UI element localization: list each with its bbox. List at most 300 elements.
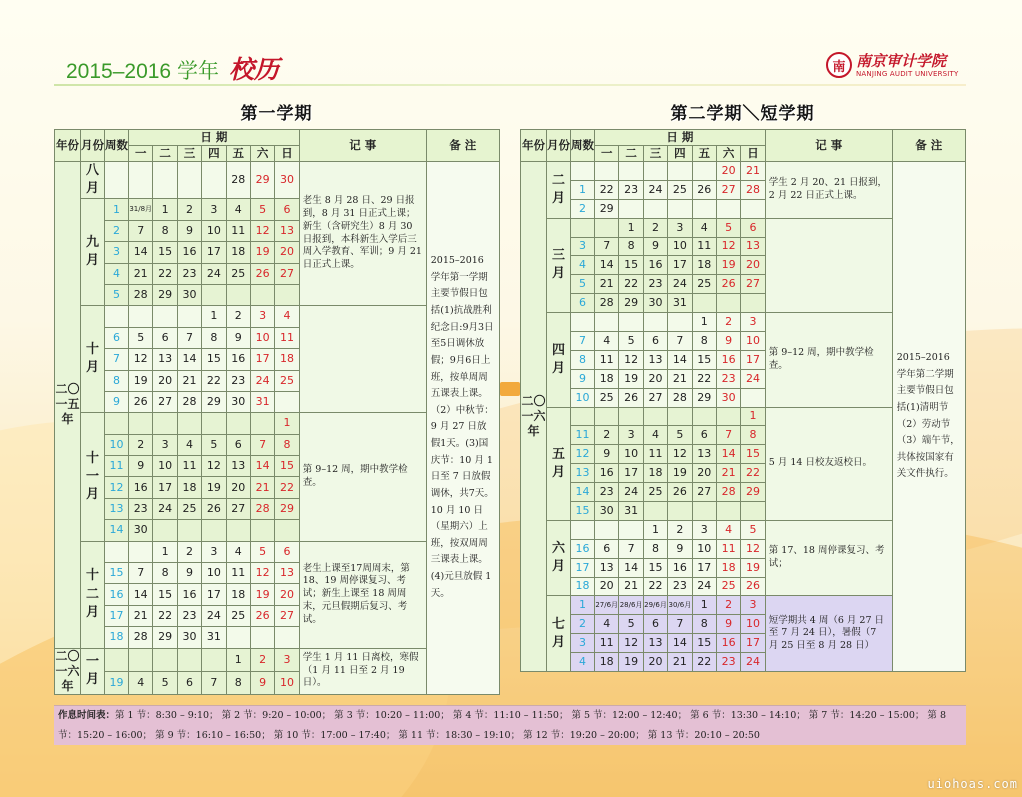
date-cell: 13 [153,349,177,370]
date-cell: 23 [643,275,667,294]
date-cell [202,520,226,541]
header-divider [54,84,966,86]
date-cell: 9 [716,332,740,351]
date-cell [226,284,250,305]
date-cell: 21 [741,162,765,181]
date-cell [692,502,716,521]
date-cell: 4 [177,434,201,455]
week-number-cell: 2 [571,199,595,218]
date-cell [202,162,226,199]
date-cell: 26 [668,483,692,502]
date-cell: 13 [226,456,250,477]
date-cell [716,407,740,426]
date-cell: 1 [692,313,716,332]
date-cell: 14 [668,350,692,369]
week-number-cell [105,413,129,434]
date-cell: 10 [668,237,692,256]
month-cell: 八月 [81,162,105,199]
date-cell: 11 [643,445,667,464]
date-cell: 27 [275,263,299,284]
date-cell [668,502,692,521]
year-label: 2015–2016 学年 [66,60,219,83]
date-cell: 1 [692,596,716,615]
date-cell: 19 [619,369,643,388]
year-cell: 二〇一六年 [521,162,547,672]
week-number-cell: 17 [571,558,595,577]
weekday-header: 五 [226,146,250,162]
date-cell: 4 [129,671,153,694]
date-header: 日 期 [595,130,766,146]
date-cell: 17 [741,350,765,369]
date-cell: 7 [177,327,201,348]
date-cell: 20 [692,464,716,483]
week-number-cell: 2 [571,615,595,634]
week-number-cell: 10 [105,434,129,455]
week-number-cell: 12 [571,445,595,464]
date-cell: 3 [202,541,226,562]
week-number-cell: 9 [105,391,129,412]
logo-chinese: 南京审计学院 [856,52,947,70]
month-cell: 九月 [81,199,105,306]
date-cell [275,520,299,541]
event-note: 短学期共 4 周（6 月 27 日至 7 月 24 日），暑假（7 月 25 日至 8 月 28 日） [765,596,892,672]
month-cell: 五月 [547,407,571,520]
date-cell [275,627,299,648]
date-cell: 15 [692,350,716,369]
date-cell: 15 [619,256,643,275]
date-cell [177,413,201,434]
date-cell: 9 [595,445,619,464]
date-cell: 25 [275,370,299,391]
week-number-cell: 6 [571,294,595,313]
table-row [521,162,966,181]
date-cell: 15 [643,558,667,577]
month-cell: 十月 [81,306,105,413]
date-cell: 9 [668,539,692,558]
week-number-cell [571,313,595,332]
date-cell [619,520,643,539]
date-cell: 22 [153,263,177,284]
date-cell: 14 [129,242,153,263]
date-cell: 1 [275,413,299,434]
date-cell [129,162,153,199]
date-cell: 30 [177,284,201,305]
date-cell: 13 [643,350,667,369]
date-cell: 22 [692,369,716,388]
date-cell: 24 [202,263,226,284]
week-number-cell [105,648,129,671]
date-cell: 24 [153,498,177,519]
date-cell: 5 [716,218,740,237]
date-cell: 28/6月 [619,596,643,615]
date-cell: 30/6月 [668,596,692,615]
date-cell: 19 [250,242,274,263]
date-cell: 1 [226,648,250,671]
date-cell: 18 [692,256,716,275]
date-cell: 11 [275,327,299,348]
month-cell: 二月 [547,162,571,219]
week-number-cell: 5 [105,284,129,305]
date-cell: 26 [692,180,716,199]
month-cell: 十二月 [81,541,105,648]
date-cell: 8 [692,332,716,351]
date-cell: 18 [177,477,201,498]
date-cell: 22 [619,275,643,294]
date-cell: 2 [668,520,692,539]
week-header: 周数 [105,130,129,162]
date-cell: 6 [741,218,765,237]
date-cell: 10 [250,327,274,348]
semester1-calendar [54,129,500,695]
date-cell [177,306,201,327]
date-cell: 27 [275,605,299,626]
date-cell: 28 [226,162,250,199]
date-cell: 8 [202,327,226,348]
week-number-cell: 3 [571,237,595,256]
date-cell: 6 [153,327,177,348]
date-cell: 31 [668,294,692,313]
date-cell: 22 [202,370,226,391]
date-cell: 29 [595,199,619,218]
date-cell: 12 [741,539,765,558]
date-cell: 23 [595,483,619,502]
date-cell: 7 [250,434,274,455]
date-cell: 4 [716,520,740,539]
date-cell: 8 [619,237,643,256]
date-cell: 17 [668,256,692,275]
date-cell: 9 [129,456,153,477]
event-note: 第 9–12 周，期中教学检查。 [765,313,892,407]
week-number-cell [105,306,129,327]
date-cell: 18 [226,584,250,605]
weekday-header: 五 [692,146,716,162]
date-cell: 12 [668,445,692,464]
date-cell: 25 [716,577,740,596]
date-cell: 4 [595,332,619,351]
date-cell: 27 [153,391,177,412]
date-cell: 20 [741,256,765,275]
date-cell: 21 [668,369,692,388]
date-cell: 26 [250,263,274,284]
date-cell [202,284,226,305]
week-number-cell: 1 [571,596,595,615]
date-cell: 14 [716,445,740,464]
date-cell: 6 [692,426,716,445]
date-cell: 18 [226,242,250,263]
week-number-cell: 17 [105,605,129,626]
month-cell: 三月 [547,218,571,312]
date-cell: 25 [692,275,716,294]
date-cell: 6 [275,541,299,562]
year-header: 年份 [521,130,547,162]
date-cell: 20 [595,577,619,596]
date-cell: 12 [619,350,643,369]
week-number-cell [105,541,129,562]
week-number-cell: 4 [571,653,595,672]
date-cell: 1 [153,199,177,220]
date-cell: 6 [226,434,250,455]
date-cell: 19 [250,584,274,605]
date-cell [129,413,153,434]
week-number-cell: 14 [571,483,595,502]
week-number-cell [105,162,129,199]
date-cell: 25 [226,605,250,626]
weekday-header: 三 [177,146,201,162]
holiday-notes: 2015–2016 学年第一学期主要节假日包括(1)抗战胜利纪念日:9月3日至5日调休放假；9月6日上班，按单周周五课表上课。（2）中秋节：9 月 27 日放假1天。(3)国庆节：10 月 1 日至 7 日放假调休，共7天。10 月 10 日（星期六）上班，按双周周三课表上课。(4)元旦放假 1 天。 [426,162,499,695]
date-cell [153,413,177,434]
date-cell: 2 [250,648,274,671]
date-cell: 13 [595,558,619,577]
calendar-label: 校历 [228,55,279,84]
watermark: uiohoas.com [927,777,1018,791]
date-cell: 19 [668,464,692,483]
date-cell [595,407,619,426]
holiday-notes: 2015–2016 学年第二学期主要节假日包括(1)清明节（2）劳动节（3）端午节，共体按国家有关文件执行。 [892,162,965,672]
date-cell: 16 [177,584,201,605]
date-cell [177,162,201,199]
date-cell: 20 [643,653,667,672]
week-number-cell [571,520,595,539]
date-cell: 25 [643,483,667,502]
date-cell: 14 [619,558,643,577]
date-cell: 7 [129,563,153,584]
event-note: 第 17、18 周停课复习、考试； [765,520,892,596]
date-cell: 2 [595,426,619,445]
date-cell: 16 [226,349,250,370]
date-cell [716,294,740,313]
date-cell: 5 [250,199,274,220]
event-note [299,306,426,413]
weekday-header: 二 [153,146,177,162]
date-cell [619,199,643,218]
date-cell [226,520,250,541]
date-cell: 30 [595,502,619,521]
date-cell: 27 [643,388,667,407]
date-cell [129,541,153,562]
date-cell: 11 [226,563,250,584]
date-cell: 30 [177,627,201,648]
date-cell [741,199,765,218]
university-logo [826,50,966,82]
date-cell: 16 [177,242,201,263]
date-cell: 4 [226,541,250,562]
date-cell [595,218,619,237]
date-cell: 13 [275,563,299,584]
week-number-cell [571,218,595,237]
event-note: 老生上课至17周周末，第 18、19 周停课复习、考试；新生上课至 18 周周末，元旦假期后复习、考试。 [299,541,426,648]
weekday-header: 一 [595,146,619,162]
date-cell: 7 [202,671,226,694]
date-cell: 16 [716,350,740,369]
date-cell: 30 [226,391,250,412]
weekday-header: 日 [275,146,299,162]
date-cell: 16 [716,634,740,653]
date-cell: 23 [226,370,250,391]
date-cell: 3 [741,313,765,332]
date-cell: 25 [668,180,692,199]
week-number-cell: 2 [105,220,129,241]
week-number-cell: 16 [105,584,129,605]
date-cell: 24 [741,653,765,672]
date-cell: 1 [153,541,177,562]
date-cell: 7 [595,237,619,256]
date-cell: 31 [202,627,226,648]
date-cell: 23 [177,263,201,284]
date-cell: 11 [716,539,740,558]
date-cell: 17 [692,558,716,577]
date-cell: 8 [692,615,716,634]
date-cell [275,284,299,305]
date-cell: 2 [716,313,740,332]
date-cell: 8 [275,434,299,455]
date-cell [619,162,643,181]
week-number-cell: 6 [105,327,129,348]
date-cell: 10 [692,539,716,558]
date-cell: 9 [716,615,740,634]
date-cell: 17 [153,477,177,498]
event-note [765,218,892,312]
logo-english: NANJING AUDIT UNIVERSITY [856,70,959,78]
date-cell: 4 [226,199,250,220]
date-cell: 2 [177,541,201,562]
week-number-cell: 11 [105,456,129,477]
date-cell [202,413,226,434]
date-cell: 17 [741,634,765,653]
date-cell [668,199,692,218]
week-number-cell: 3 [105,242,129,263]
date-cell: 30 [129,520,153,541]
date-cell: 17 [619,464,643,483]
date-cell: 29 [250,162,274,199]
date-cell: 25 [595,388,619,407]
event-note: 第 9–12 周，期中教学检查。 [299,413,426,541]
date-cell: 29 [741,483,765,502]
date-cell: 1 [202,306,226,327]
date-cell: 15 [692,634,716,653]
date-cell: 5 [202,434,226,455]
date-cell: 9 [250,671,274,694]
date-cell: 25 [226,263,250,284]
date-cell [643,502,667,521]
date-cell: 24 [692,577,716,596]
date-cell: 11 [692,237,716,256]
date-cell: 11 [595,350,619,369]
date-cell: 16 [643,256,667,275]
week-header: 周数 [571,130,595,162]
date-cell: 26 [716,275,740,294]
date-cell [226,413,250,434]
date-cell: 28 [129,627,153,648]
date-cell: 24 [668,275,692,294]
date-cell [226,627,250,648]
date-cell: 4 [692,218,716,237]
week-number-cell [571,407,595,426]
week-number-cell: 13 [105,498,129,519]
date-cell: 29 [153,284,177,305]
date-cell: 22 [692,653,716,672]
week-number-cell: 19 [105,671,129,694]
date-cell: 3 [275,648,299,671]
date-cell: 31 [250,391,274,412]
week-number-cell: 11 [571,426,595,445]
divider-tab [500,382,520,396]
date-cell: 15 [202,349,226,370]
month-cell: 七月 [547,596,571,672]
date-cell: 5 [619,332,643,351]
notes-header: 备 注 [426,130,499,162]
date-cell: 28 [177,391,201,412]
date-cell: 12 [250,220,274,241]
date-cell: 21 [619,577,643,596]
date-cell: 12 [250,563,274,584]
date-cell: 5 [153,671,177,694]
date-cell: 29/6月 [643,596,667,615]
date-cell: 12 [716,237,740,256]
date-cell [741,388,765,407]
date-cell: 19 [741,558,765,577]
date-cell: 10 [741,615,765,634]
date-cell: 28 [129,284,153,305]
schedule-label: 作息时间表： [58,710,116,721]
date-cell: 3 [153,434,177,455]
date-cell: 1 [741,407,765,426]
date-cell: 10 [153,456,177,477]
date-cell: 9 [643,237,667,256]
date-cell [177,648,201,671]
month-cell: 十一月 [81,413,105,541]
weekday-header: 一 [129,146,153,162]
date-cell: 26 [129,391,153,412]
date-cell: 1 [643,520,667,539]
date-cell: 22 [275,477,299,498]
date-cell: 3 [668,218,692,237]
date-cell: 12 [619,634,643,653]
event-note: 学生 2 月 20、21 日报到，2 月 22 日正式上课。 [765,162,892,219]
date-cell: 5 [129,327,153,348]
date-cell: 21 [668,653,692,672]
date-cell: 21 [177,370,201,391]
date-cell: 9 [177,563,201,584]
date-cell: 21 [129,605,153,626]
date-cell: 12 [129,349,153,370]
date-cell: 11 [177,456,201,477]
date-cell: 18 [643,464,667,483]
date-cell: 29 [202,391,226,412]
date-cell: 21 [129,263,153,284]
date-cell: 27 [716,180,740,199]
schedule-footer [54,705,966,745]
date-cell: 3 [619,426,643,445]
weekday-header: 六 [250,146,274,162]
events-header: 记 事 [765,130,892,162]
year-cell: 二〇一六年 [55,648,80,693]
date-cell: 17 [250,349,274,370]
date-cell [692,199,716,218]
date-cell: 29 [153,627,177,648]
date-cell: 7 [668,332,692,351]
date-cell [250,284,274,305]
semester2-calendar [520,129,966,672]
date-cell: 3 [741,596,765,615]
date-cell: 8 [153,563,177,584]
date-cell: 22 [153,605,177,626]
date-cell: 5 [619,615,643,634]
date-cell: 31/8月 [129,199,153,220]
date-cell [153,520,177,541]
date-cell: 15 [153,584,177,605]
date-cell [643,162,667,181]
date-cell: 16 [129,477,153,498]
